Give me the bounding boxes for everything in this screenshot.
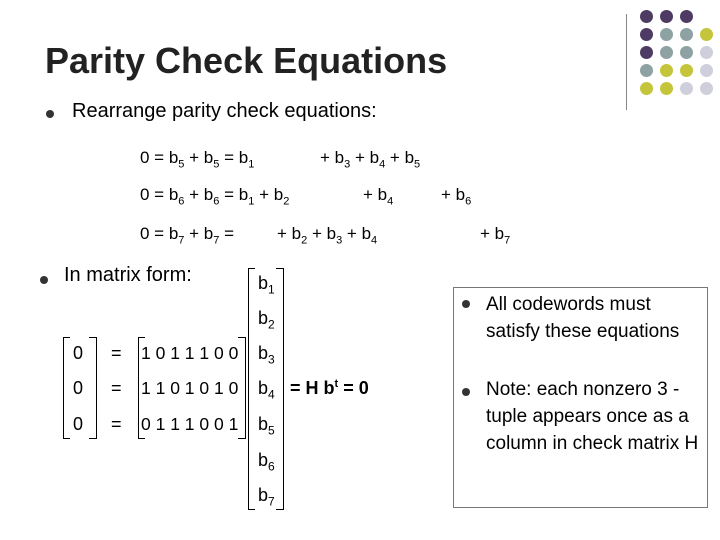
zero-vector-entry: 0 [73,343,84,363]
b-vector-entry: $b_3$ [258,343,275,367]
b-vector-entry: $b_1$ [258,273,275,297]
equation-1-left: $0 = b_5 + b_5 = b_1$ [140,148,255,171]
page-title: Parity Check Equations [45,40,448,81]
decor-dot [700,82,713,95]
decor-dot [640,46,653,59]
b-vector-entry: $b_5$ [258,414,275,438]
equation-3-left: $0 = b_7 + b_7$ = [140,224,235,247]
b-vector-bracket-right [283,268,284,510]
equation-1-right: + $b_3 + b_4 + b_5$ [320,148,421,171]
zero-vector-bracket-left-bottom [63,438,70,439]
zero-vector-entry: 0 [73,378,84,398]
note-nonzero-tuple-text: Note: each nonzero 3 -tuple appears once as a column in check matrix H [486,379,699,454]
h-matrix-bracket-right-bottom [238,438,245,439]
b-vector-bracket-right-bottom [276,509,283,510]
bullet-marker [462,388,470,396]
decor-dot [680,46,693,59]
h-matrix-row: 1 1 0 1 0 1 0 [141,378,239,398]
decor-dot [700,64,713,77]
b-vector-entry: $b_7$ [258,485,275,509]
h-matrix-bracket-right [245,337,246,439]
decor-dot [660,10,673,23]
zero-vector-bracket-left-top [63,337,70,338]
decor-dot [660,46,673,59]
h-matrix-bracket-left-top [138,337,145,338]
zero-vector-entry: 0 [73,414,84,434]
b-vector-entry: $b_6$ [258,450,275,474]
decor-dot [640,82,653,95]
matrix-equals-sign: = [111,343,122,363]
decor-dot [660,64,673,77]
note-codewords-text: All codewords must satisfy these equations [486,294,680,342]
b-vector-bracket-right-top [276,268,283,269]
zero-vector-bracket-left [63,337,64,439]
equation-3-b7: + $b_7$ [480,224,511,247]
decor-dot [700,28,713,41]
bullet-rearrange-text: Rearrange parity check equations: [72,100,377,122]
bullet-marker [462,300,470,308]
decor-dot [680,82,693,95]
h-matrix-row: 0 1 1 1 0 0 1 [141,414,239,434]
h-matrix-bracket-right-top [238,337,245,338]
decor-dot [680,10,693,23]
matrix-equals-sign: = [111,414,122,434]
bullet-matrix-form-text: In matrix form: [64,264,192,286]
matrix-equals-sign: = [111,378,122,398]
b-vector-bracket-left [248,268,249,510]
decor-dot [680,64,693,77]
decor-dot [640,28,653,41]
decor-dot [680,28,693,41]
zero-vector-bracket-right-bottom [89,438,96,439]
equation-3-middle: + $b_2 + b_3 + b_4$ [277,224,378,247]
b-vector-bracket-left-bottom [248,509,255,510]
equation-2-left: $0 = b_6 + b_6 = b_1 + b_2$ [140,185,290,208]
zero-vector-bracket-right-top [89,337,96,338]
decor-dot [660,28,673,41]
title-divider-line [626,14,627,110]
decor-dot [660,82,673,95]
decor-dot [640,10,653,23]
equation-2-b6: + $b_6$ [441,185,472,208]
equation-2-b4: + $b_4$ [363,185,394,208]
b-vector-entry: $b_4$ [258,378,275,402]
h-matrix-row: 1 0 1 1 1 0 0 [141,343,239,363]
decor-dot [700,46,713,59]
b-vector-entry: $b_2$ [258,308,275,332]
decor-dot [640,64,653,77]
matrix-result-expression: = H $b^t = 0$ [290,378,369,398]
bullet-marker [46,110,54,118]
decorative-dot-grid [638,10,718,100]
bullet-marker [40,276,48,284]
zero-vector-bracket-right [96,337,97,439]
h-matrix-bracket-left-bottom [138,438,145,439]
h-matrix-bracket-left [138,337,139,439]
b-vector-bracket-left-top [248,268,255,269]
